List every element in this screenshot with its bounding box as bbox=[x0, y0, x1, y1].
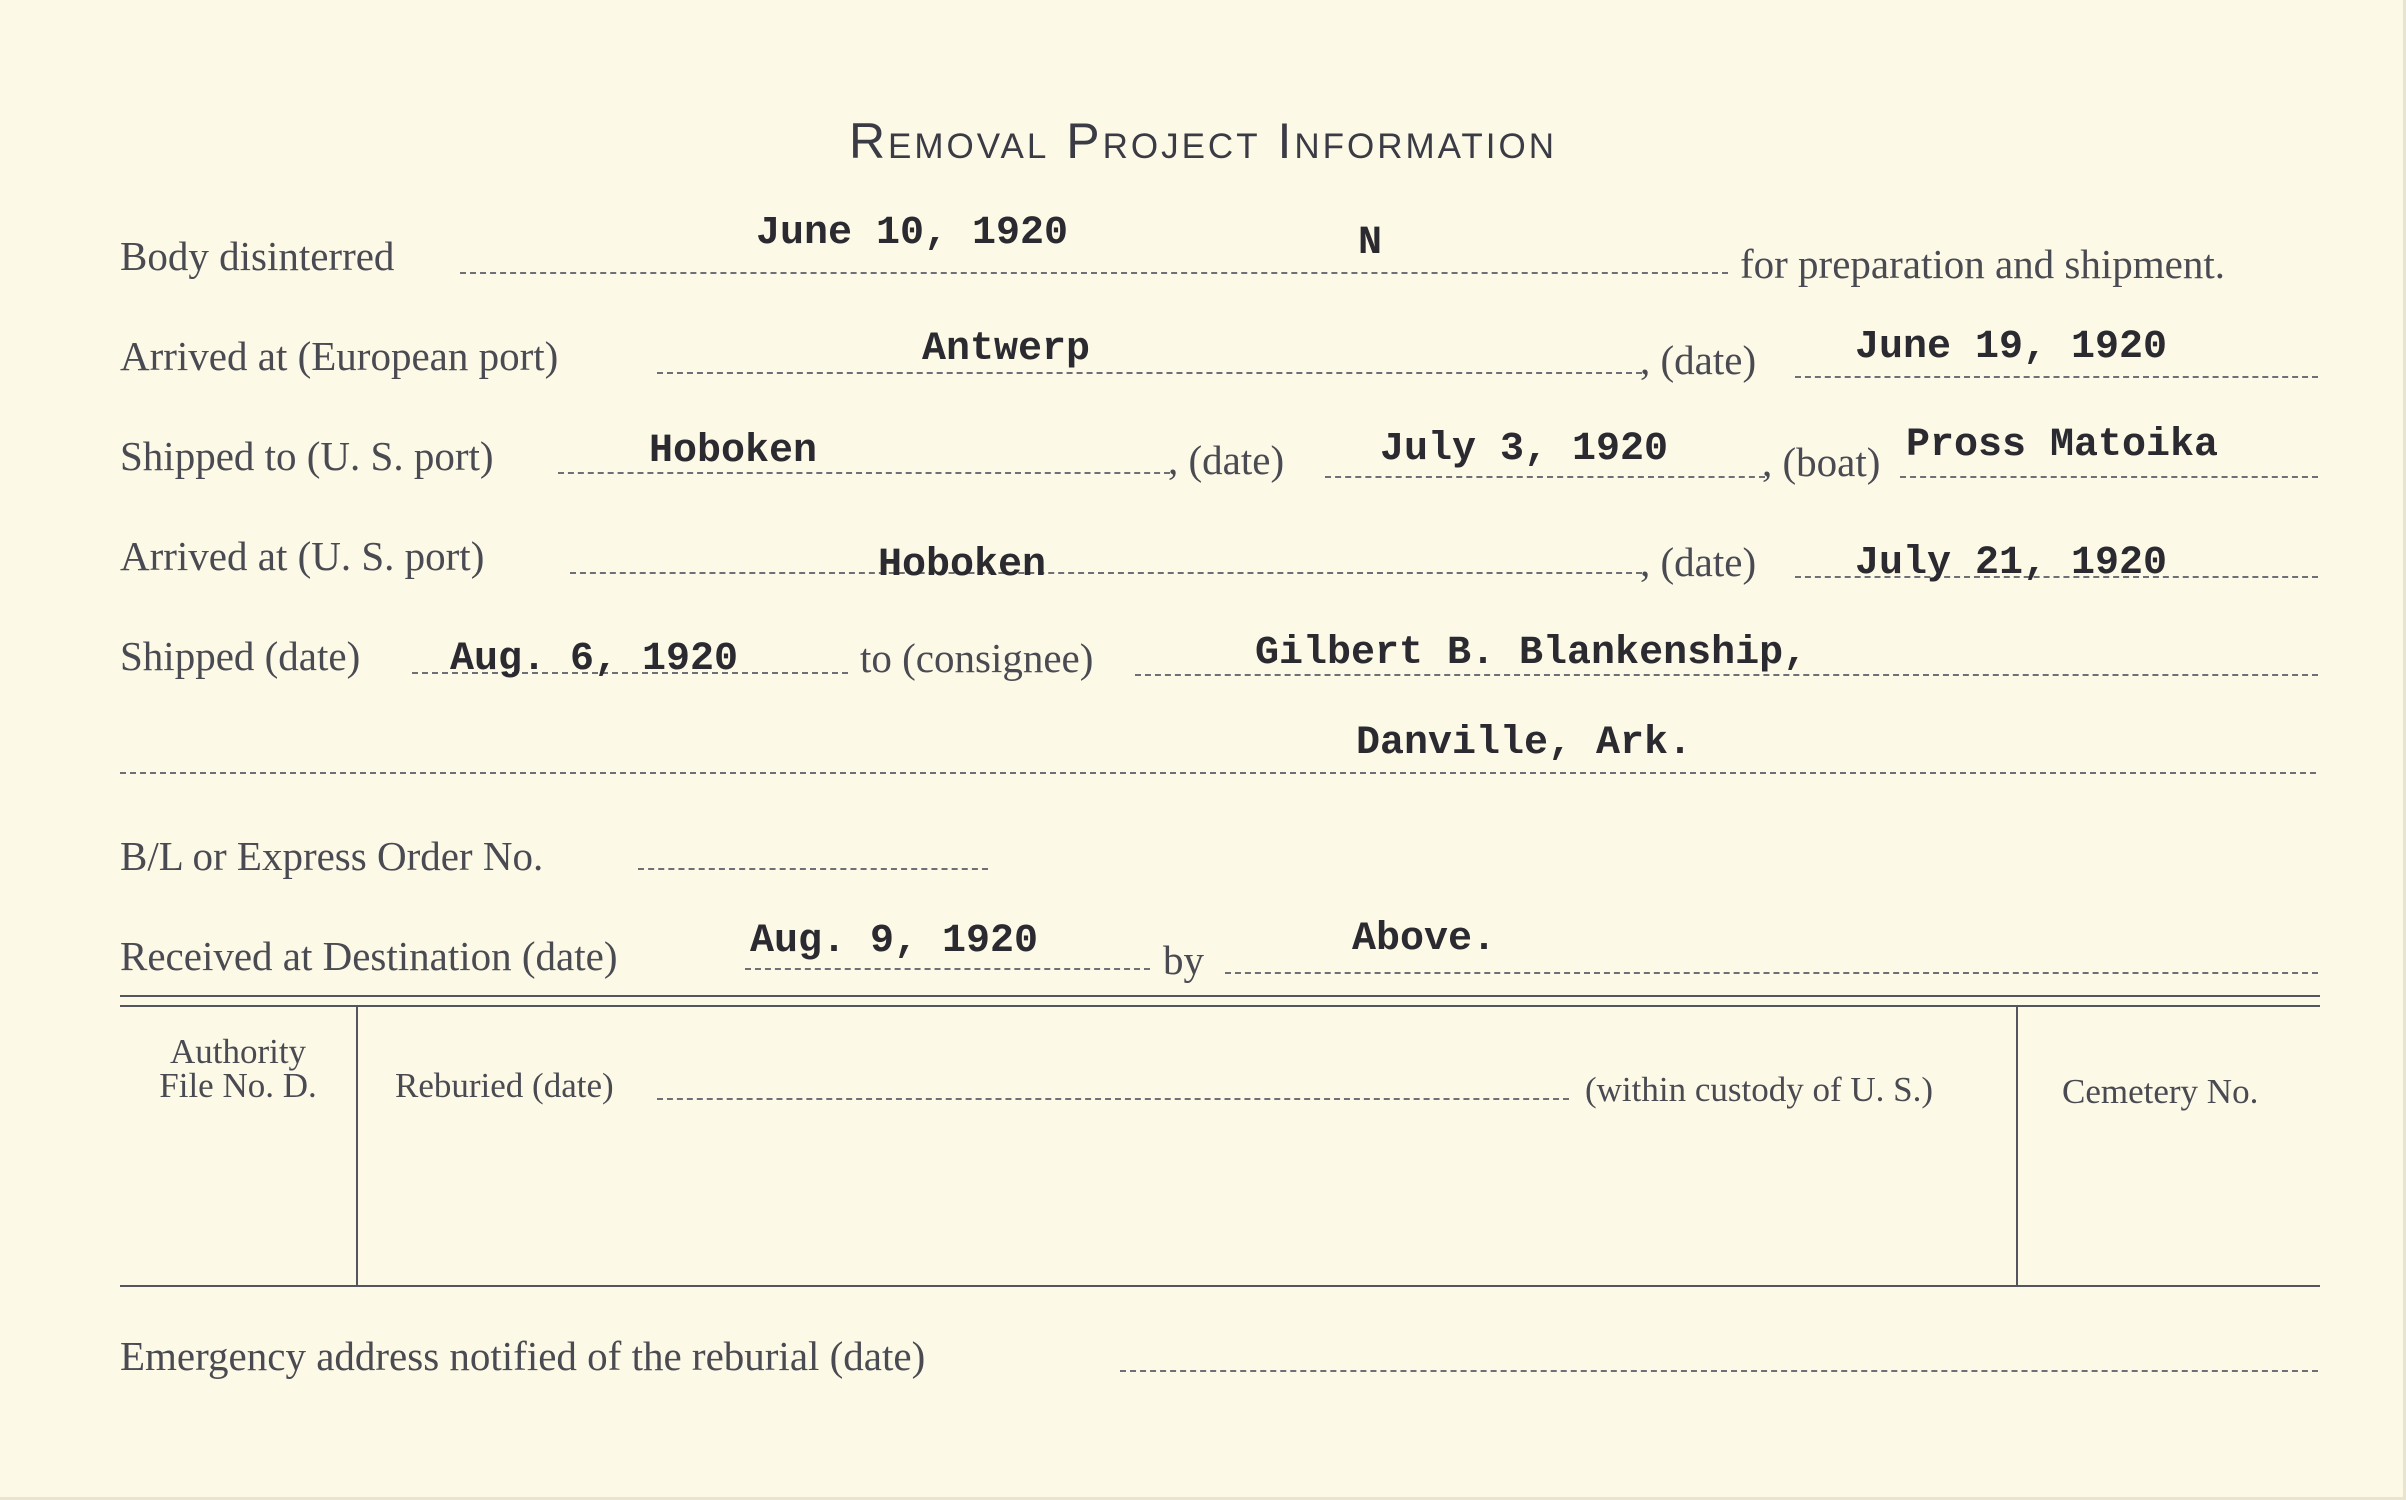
received-by-label: by bbox=[1163, 937, 1204, 983]
consignee-label: to (consignee) bbox=[860, 635, 1094, 681]
disinterred-line bbox=[460, 272, 1728, 274]
reburied-line bbox=[657, 1098, 1569, 1100]
consignee-address-value: Danville, Ark. bbox=[1356, 721, 1693, 766]
received-by-value: Above. bbox=[1352, 917, 1497, 962]
emergency-line bbox=[1120, 1370, 2318, 1372]
european-port-date-value: June 19, 1920 bbox=[1855, 325, 2168, 370]
box-divider-left bbox=[356, 1005, 358, 1285]
authority-label-line2: File No. D. bbox=[159, 1066, 317, 1105]
box-bottom-rule bbox=[120, 1285, 2320, 1287]
custody-label: (within custody of U. S.) bbox=[1585, 1070, 1934, 1109]
received-date-line bbox=[745, 968, 1150, 970]
shipped-label: Shipped (date) bbox=[120, 633, 361, 679]
disinterred-suffix: for preparation and shipment. bbox=[1740, 241, 2226, 287]
bl-order-label: B/L or Express Order No. bbox=[120, 833, 544, 879]
arrived-us-label: Arrived at (U. S. port) bbox=[120, 533, 485, 579]
received-date-value: Aug. 9, 1920 bbox=[750, 919, 1039, 964]
european-port-date-line bbox=[1795, 376, 2318, 378]
reburied-label: Reburied (date) bbox=[395, 1066, 614, 1105]
received-by-line bbox=[1225, 972, 2318, 974]
bl-order-line bbox=[638, 868, 988, 870]
emergency-label: Emergency address notified of the reburial (date) bbox=[120, 1333, 926, 1379]
european-port-date-label: , (date) bbox=[1640, 337, 1757, 383]
shipped-us-boat-line bbox=[1900, 476, 2318, 478]
cemetery-label: Cemetery No. bbox=[2062, 1072, 2259, 1111]
shipped-date-value: Aug. 6, 1920 bbox=[450, 637, 739, 682]
disinterred-mark: N bbox=[1358, 221, 1383, 266]
consignee-address-line bbox=[120, 772, 2316, 774]
form-title: Removal Project Information bbox=[848, 113, 1558, 169]
disinterred-date-value: June 10, 1920 bbox=[756, 211, 1069, 256]
shipped-us-label: Shipped to (U. S. port) bbox=[120, 433, 494, 479]
arrived-us-value: Hoboken bbox=[878, 543, 1047, 588]
arrived-us-date-label: , (date) bbox=[1640, 539, 1757, 585]
shipped-us-boat-label: , (boat) bbox=[1762, 439, 1881, 485]
shipped-us-date-line bbox=[1325, 476, 1765, 478]
shipped-us-date-value: July 3, 1920 bbox=[1380, 427, 1669, 472]
box-top-rule-2 bbox=[120, 1005, 2320, 1007]
shipped-us-value: Hoboken bbox=[649, 429, 818, 474]
authority-label-line1: Authority bbox=[169, 1032, 307, 1071]
consignee-value: Gilbert B. Blankenship, bbox=[1255, 631, 1808, 676]
shipped-us-boat-value: Pross Matoika bbox=[1906, 423, 2219, 468]
shipped-us-date-label: , (date) bbox=[1168, 437, 1285, 483]
disinterred-label: Body disinterred bbox=[120, 233, 395, 279]
european-port-label: Arrived at (European port) bbox=[120, 333, 559, 379]
european-port-value: Antwerp bbox=[922, 327, 1091, 372]
arrived-us-date-value: July 21, 1920 bbox=[1855, 541, 2168, 586]
european-port-line bbox=[657, 372, 1642, 374]
box-top-rule-1 bbox=[120, 995, 2320, 997]
arrived-us-line bbox=[570, 572, 1642, 574]
box-divider-right bbox=[2016, 1005, 2018, 1285]
received-label: Received at Destination (date) bbox=[120, 933, 618, 979]
